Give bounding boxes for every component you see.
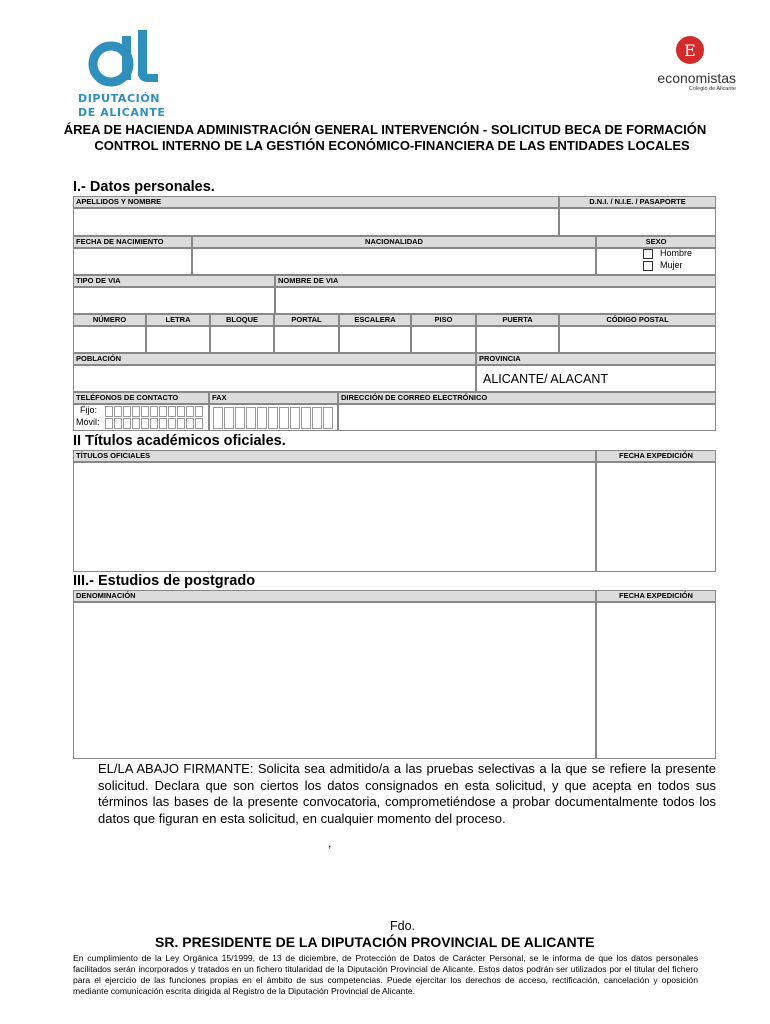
tipo-via-field[interactable]	[73, 287, 275, 314]
titulos-fecha-field[interactable]	[596, 462, 716, 572]
provincia-label: PROVINCIA	[476, 353, 716, 365]
letra-label: LETRA	[146, 314, 210, 326]
nacionalidad-field[interactable]	[192, 248, 596, 275]
fax-field	[209, 404, 338, 431]
digit-box[interactable]	[177, 406, 185, 417]
digit-box[interactable]	[132, 418, 140, 429]
fecha-nacimiento-label: FECHA DE NACIMIENTO	[73, 236, 192, 248]
movil-digit-boxes[interactable]	[105, 418, 205, 429]
mujer-label: Mujer	[660, 260, 683, 270]
poblacion-field[interactable]	[73, 365, 476, 392]
bloque-label: BLOQUE	[210, 314, 274, 326]
section1-heading: I.- Datos personales.	[73, 179, 215, 195]
numero-label: NÚMERO	[73, 314, 146, 326]
portal-field[interactable]	[274, 326, 339, 353]
title-line1: ÁREA DE HACIENDA ADMINISTRACIÓN GENERAL INTERVENCIÓN - SOLICITUD BECA DE FORMACIÓN	[63, 122, 707, 137]
postgrado-fecha-field[interactable]	[596, 602, 716, 759]
fax-digit-boxes[interactable]	[213, 407, 333, 429]
diputacion-logo-line2: DE ALICANTE	[78, 106, 166, 119]
diputacion-logo	[78, 30, 178, 122]
fijo-digit-boxes[interactable]	[105, 406, 205, 417]
economistas-emblem-icon	[676, 36, 704, 64]
digit-box[interactable]	[168, 406, 176, 417]
digit-box[interactable]	[213, 407, 223, 429]
movil-label: Móvil:	[76, 417, 100, 427]
data-protection-notice: En cumplimiento de la Ley Orgánica 15/1999, de 13 de diciembre, de Protección de Datos de Carácter Personal, se le informa de que los datos personales facilitados serán incorporados y tratados en un fichero titularidad de la Diputación Provincial de Alicante. Estos datos podrán ser utilizados por el titular del fichero para el ejercicio de las funciones propias en el ámbito de sus competencias. Puede ejercitar los derechos de acceso, rectificación, cancelación y oposición mediante comunicación escrita dirigida al Registro de la Diputación Provincial de Alicante.	[73, 953, 698, 996]
diputacion-al-mark-icon	[78, 30, 178, 92]
digit-box[interactable]	[132, 406, 140, 417]
puerta-field[interactable]	[476, 326, 559, 353]
provincia-value: ALICANTE/ ALACANT	[483, 372, 609, 386]
economistas-logo	[648, 36, 738, 96]
correo-field[interactable]	[338, 404, 716, 431]
digit-box[interactable]	[186, 418, 194, 429]
poblacion-label: POBLACIÓN	[73, 353, 476, 365]
svg-text:E: E	[684, 41, 696, 60]
digit-box[interactable]	[150, 406, 158, 417]
digit-box[interactable]	[186, 406, 194, 417]
digit-box[interactable]	[279, 407, 289, 429]
digit-box[interactable]	[301, 407, 311, 429]
digit-box[interactable]	[150, 418, 158, 429]
hombre-checkbox[interactable]	[643, 249, 653, 259]
digit-box[interactable]	[312, 407, 322, 429]
digit-box[interactable]	[268, 407, 278, 429]
dni-label: D.N.I. / N.I.E. / PASAPORTE	[559, 196, 716, 208]
postgrado-fecha-label: FECHA EXPEDICIÓN	[596, 590, 716, 602]
telefonos-field	[73, 404, 209, 431]
section3-heading: III.- Estudios de postgrado	[73, 573, 256, 589]
titulos-oficiales-label: TÍTULOS OFICIALES	[73, 450, 596, 462]
nombre-via-field[interactable]	[275, 287, 716, 314]
addressee: SR. PRESIDENTE DE LA DIPUTACIÓN PROVINCIAL DE ALICANTE	[155, 934, 595, 950]
signature-fdo: Fdo.	[390, 919, 416, 933]
letra-field[interactable]	[146, 326, 210, 353]
digit-box[interactable]	[105, 418, 113, 429]
telefonos-label: TELÉFONOS DE CONTACTO	[73, 392, 209, 404]
place-date-separator: ,	[328, 836, 332, 850]
dni-field[interactable]	[559, 208, 716, 236]
digit-box[interactable]	[159, 418, 167, 429]
section2-heading: II Títulos académicos oficiales.	[73, 433, 286, 449]
escalera-label: ESCALERA	[339, 314, 411, 326]
sexo-field	[596, 248, 716, 275]
provincia-field[interactable]	[476, 365, 716, 392]
digit-box[interactable]	[177, 418, 185, 429]
nacionalidad-label: NACIONALIDAD	[192, 236, 596, 248]
digit-box[interactable]	[141, 418, 149, 429]
digit-box[interactable]	[323, 407, 333, 429]
titulos-fecha-label: FECHA EXPEDICIÓN	[596, 450, 716, 462]
digit-box[interactable]	[141, 406, 149, 417]
numero-field[interactable]	[73, 326, 146, 353]
piso-label: PISO	[411, 314, 476, 326]
digit-box[interactable]	[159, 406, 167, 417]
codigo-postal-field[interactable]	[559, 326, 716, 353]
digit-box[interactable]	[246, 407, 256, 429]
fijo-label: Fijo:	[80, 405, 98, 415]
denominacion-label: DENOMINACIÓN	[73, 590, 596, 602]
nombre-via-label: NOMBRE DE VIA	[275, 275, 716, 287]
digit-box[interactable]	[195, 418, 203, 429]
economistas-subtitle: Colegio de Alicante	[688, 86, 736, 92]
titulos-oficiales-field[interactable]	[73, 462, 596, 572]
fecha-nacimiento-field[interactable]	[73, 248, 192, 275]
digit-box[interactable]	[235, 407, 245, 429]
diputacion-logo-line1: DIPUTACIÓN	[78, 92, 161, 105]
page-title	[30, 122, 740, 154]
digit-box[interactable]	[224, 407, 234, 429]
bloque-field[interactable]	[210, 326, 274, 353]
apellidos-nombre-field[interactable]	[73, 208, 559, 236]
apellidos-nombre-label: APELLIDOS Y NOMBRE	[73, 196, 559, 208]
digit-box[interactable]	[105, 406, 113, 417]
hombre-label: Hombre	[660, 248, 693, 258]
title-line2: CONTROL INTERNO DE LA GESTIÓN ECONÓMICO-FINANCIERA DE LAS ENTIDADES LOCALES	[94, 138, 690, 153]
tipo-via-label: TIPO DE VIA	[73, 275, 275, 287]
puerta-label: PUERTA	[476, 314, 559, 326]
escalera-field[interactable]	[339, 326, 411, 353]
portal-label: PORTAL	[274, 314, 339, 326]
declaration-text: EL/LA ABAJO FIRMANTE: Solicita sea admitido/a a las pruebas selectivas a la que se refiere la presente solicitud. Declara que son ciertos los datos consignados en esta solicitud, y que acepta en todos sus términos las bases de la presente convocatoria, comprometiéndose a probar documentalmente todos los datos que figuran en esta solicitud, en cualquier momento del proceso.	[98, 761, 716, 826]
economistas-name: economistas	[657, 70, 736, 86]
piso-field[interactable]	[411, 326, 476, 353]
mujer-checkbox[interactable]	[643, 261, 653, 271]
digit-box[interactable]	[195, 406, 203, 417]
digit-box[interactable]	[114, 418, 122, 429]
sexo-label: SEXO	[596, 236, 716, 248]
digit-box[interactable]	[257, 407, 267, 429]
denominacion-field[interactable]	[73, 602, 596, 759]
digit-box[interactable]	[123, 406, 131, 417]
digit-box[interactable]	[114, 406, 122, 417]
fax-label: FAX	[209, 392, 338, 404]
digit-box[interactable]	[290, 407, 300, 429]
digit-box[interactable]	[168, 418, 176, 429]
codigo-postal-label: CÓDIGO POSTAL	[559, 314, 716, 326]
correo-label: DIRECCIÓN DE CORREO ELECTRÓNICO	[338, 392, 716, 404]
digit-box[interactable]	[123, 418, 131, 429]
